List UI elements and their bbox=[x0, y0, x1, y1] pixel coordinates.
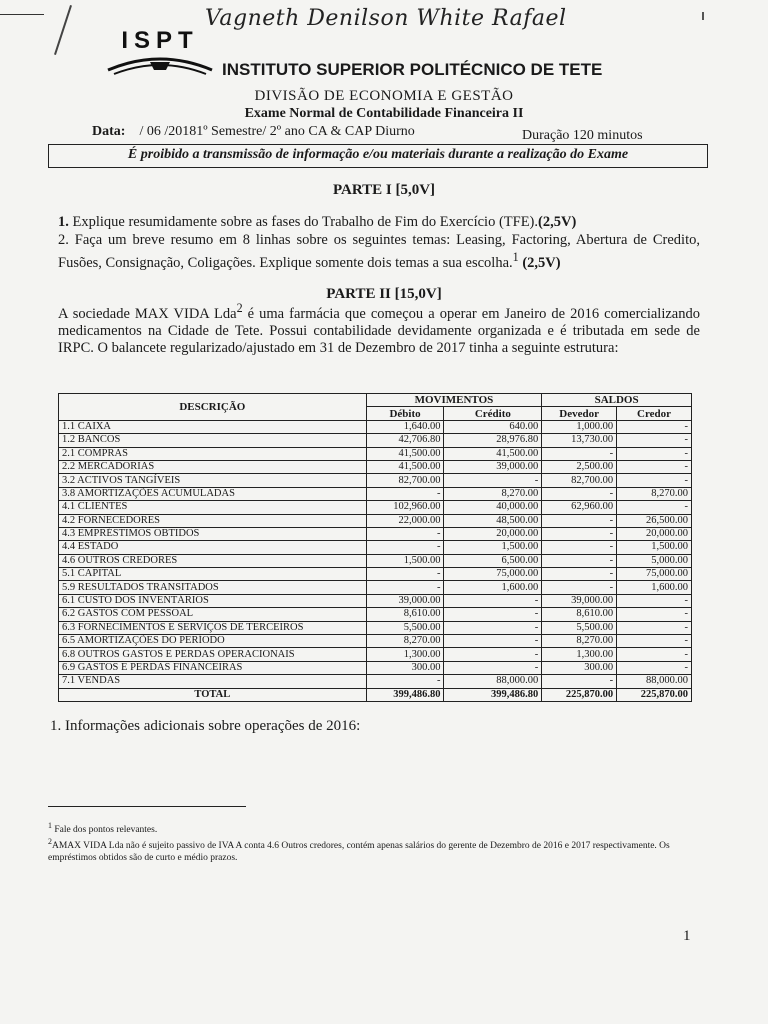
corner-mark bbox=[54, 5, 72, 55]
table-row bbox=[59, 594, 692, 607]
amount-cell: 28,976.80 bbox=[444, 434, 542, 447]
prohibition-banner: É proibido a transmissão de informação e/ou materiais durante a realização do Exame bbox=[48, 144, 708, 168]
account-cell: 6.1 CUSTO DOS INVENTÁRIOS bbox=[59, 594, 367, 607]
amount-cell: 40,000.00 bbox=[444, 501, 542, 514]
amount-cell: - bbox=[444, 635, 542, 648]
amount-cell: - bbox=[542, 487, 617, 500]
amount-cell: 1,000.00 bbox=[542, 420, 617, 433]
part1-title: PARTE I [5,0V] bbox=[332, 182, 436, 198]
amount-cell: 2,500.00 bbox=[542, 460, 617, 473]
amount-cell: 5,000.00 bbox=[617, 554, 692, 567]
account-cell: 6.9 GASTOS E PERDAS FINANCEIRAS bbox=[59, 661, 367, 674]
account-cell: 6.5 AMORTIZAÇÕES DO PERÍODO bbox=[59, 635, 367, 648]
amount-cell: - bbox=[366, 675, 444, 688]
amount-cell: 41,500.00 bbox=[444, 447, 542, 460]
amount-cell: 20,000.00 bbox=[617, 527, 692, 540]
amount-cell: - bbox=[617, 501, 692, 514]
account-cell: 7.1 VENDAS bbox=[59, 675, 367, 688]
amount-cell: 82,700.00 bbox=[542, 474, 617, 487]
amount-cell: 225,870.00 bbox=[617, 688, 692, 701]
amount-cell: - bbox=[617, 648, 692, 661]
header-debito: Débito bbox=[366, 407, 444, 420]
account-cell: 5.9 RESULTADOS TRANSITADOS bbox=[59, 581, 367, 594]
amount-cell: - bbox=[542, 675, 617, 688]
table-row bbox=[59, 675, 692, 688]
amount-cell: 8,270.00 bbox=[444, 487, 542, 500]
footnote-mark: 2 bbox=[48, 837, 52, 846]
amount-cell: 1,500.00 bbox=[617, 541, 692, 554]
header-devedor: Devedor bbox=[542, 407, 617, 420]
q2-points: (2,5V) bbox=[522, 254, 561, 271]
amount-cell: 26,500.00 bbox=[617, 514, 692, 527]
q1-points: (2,5V) bbox=[538, 214, 577, 230]
amount-cell: 42,706.80 bbox=[366, 434, 444, 447]
amount-cell: 20,000.00 bbox=[444, 527, 542, 540]
account-cell: 6.3 FORNECIMENTOS E SERVIÇOS DE TERCEIROS bbox=[59, 621, 367, 634]
date-value: / 06 /20181º Semestre/ 2º ano CA & CAP Diurno bbox=[139, 124, 415, 139]
amount-cell: - bbox=[617, 447, 692, 460]
part2-title: PARTE II [15,0V] bbox=[326, 286, 442, 302]
amount-cell: 8,270.00 bbox=[366, 635, 444, 648]
q1-number: 1. bbox=[58, 214, 69, 230]
amount-cell: - bbox=[444, 474, 542, 487]
amount-cell: 39,000.00 bbox=[444, 460, 542, 473]
ispt-logo bbox=[100, 18, 220, 78]
exam-duration: Duração 120 minutos bbox=[522, 128, 643, 143]
account-cell: 4.6 OUTROS CREDORES bbox=[59, 554, 367, 567]
amount-cell: 39,000.00 bbox=[366, 594, 444, 607]
footnote-divider bbox=[48, 806, 246, 807]
header-saldos: SALDOS bbox=[542, 394, 692, 407]
amount-cell: 6,500.00 bbox=[444, 554, 542, 567]
amount-cell: - bbox=[444, 648, 542, 661]
table-row bbox=[59, 514, 692, 527]
account-cell: 6.2 GASTOS COM PESSOAL bbox=[59, 608, 367, 621]
amount-cell: 22,000.00 bbox=[366, 514, 444, 527]
amount-cell: 1,300.00 bbox=[542, 648, 617, 661]
total-label: TOTAL bbox=[59, 688, 367, 701]
amount-cell: 8,610.00 bbox=[542, 608, 617, 621]
q1-text: Explique resumidamente sobre as fases do Trabalho de Fim do Exercício (TFE). bbox=[68, 214, 539, 230]
amount-cell: - bbox=[542, 447, 617, 460]
amount-cell: - bbox=[617, 420, 692, 433]
amount-cell: 8,270.00 bbox=[617, 487, 692, 500]
account-cell: 4.1 CLIENTES bbox=[59, 501, 367, 514]
footnote-text: AMAX VIDA Lda não é sujeito passivo de IVA A conta 4.6 Outros credores, contém apenas salários do gerente de Dezembro de 2016 e 2017 respectivamente. Os empréstimos obtidos são de curto e médio prazos. bbox=[48, 841, 670, 864]
table-row bbox=[59, 581, 692, 594]
amount-cell: - bbox=[542, 568, 617, 581]
account-cell: 5.1 CAPITAL bbox=[59, 568, 367, 581]
amount-cell: 300.00 bbox=[366, 661, 444, 674]
amount-cell: 1,300.00 bbox=[366, 648, 444, 661]
division-name: DIVISÃO DE ECONOMIA E GESTÃO bbox=[254, 88, 514, 104]
account-cell: 3.2 ACTIVOS TANGÍVEIS bbox=[59, 474, 367, 487]
amount-cell: 300.00 bbox=[542, 661, 617, 674]
date-line bbox=[92, 124, 415, 140]
amount-cell: 41,500.00 bbox=[366, 447, 444, 460]
amount-cell: - bbox=[617, 608, 692, 621]
intro-footnote-ref: 2 bbox=[236, 301, 243, 315]
account-cell: 4.2 FORNECEDORES bbox=[59, 514, 367, 527]
table-row bbox=[59, 554, 692, 567]
amount-cell: - bbox=[542, 514, 617, 527]
amount-cell: - bbox=[444, 594, 542, 607]
amount-cell: - bbox=[617, 474, 692, 487]
account-cell: 1.1 CAIXA bbox=[59, 420, 367, 433]
amount-cell: 1,600.00 bbox=[444, 581, 542, 594]
account-cell: 2.2 MERCADORIAS bbox=[59, 460, 367, 473]
amount-cell: 225,870.00 bbox=[542, 688, 617, 701]
header-credito: Crédito bbox=[444, 407, 542, 420]
account-cell: 6.8 OUTROS GASTOS E PERDAS OPERACIONAIS bbox=[59, 648, 367, 661]
amount-cell: - bbox=[444, 608, 542, 621]
amount-cell: - bbox=[542, 541, 617, 554]
table-row bbox=[59, 661, 692, 674]
corner-mark bbox=[0, 14, 44, 15]
intro-text: é uma farmácia que começou a operar em Janeiro de 2016 comercializando medicamentos na Cidade de Tete. Possui contabilidade devidamente organizada e é tributada em sede de IRPC. O balancete regularizado/ajustado em 31 de Dezembro de 2017 tinha a seguinte estrutura: bbox=[58, 305, 700, 356]
amount-cell: 102,960.00 bbox=[366, 501, 444, 514]
table-row bbox=[59, 635, 692, 648]
account-cell: 4.4 ESTADO bbox=[59, 541, 367, 554]
amount-cell: - bbox=[617, 621, 692, 634]
footnote-1 bbox=[48, 820, 708, 836]
question-1 bbox=[58, 214, 700, 231]
amount-cell: 88,000.00 bbox=[617, 675, 692, 688]
amount-cell: 13,730.00 bbox=[542, 434, 617, 447]
amount-cell: 82,700.00 bbox=[366, 474, 444, 487]
amount-cell: 399,486.80 bbox=[444, 688, 542, 701]
intro-text: A sociedade MAX VIDA Lda bbox=[58, 305, 237, 322]
amount-cell: 48,500.00 bbox=[444, 514, 542, 527]
table-row bbox=[59, 568, 692, 581]
amount-cell: 1,640.00 bbox=[366, 420, 444, 433]
q2-text: 2. Faça um breve resumo em 8 linhas sobre os seguintes temas: Leasing, Factoring, Abertura de Credito, Fusões, Consignação, Coligações. Explique somente dois temas a sua escolha. bbox=[58, 232, 700, 271]
amount-cell: - bbox=[366, 527, 444, 540]
amount-cell: 8,610.00 bbox=[366, 608, 444, 621]
amount-cell: - bbox=[366, 581, 444, 594]
amount-cell: 62,960.00 bbox=[542, 501, 617, 514]
question-2 bbox=[58, 232, 700, 272]
table-row bbox=[59, 447, 692, 460]
amount-cell: 39,000.00 bbox=[542, 594, 617, 607]
amount-cell: 1,500.00 bbox=[366, 554, 444, 567]
table-row bbox=[59, 527, 692, 540]
table-row bbox=[59, 608, 692, 621]
trial-balance-table bbox=[58, 393, 692, 702]
amount-cell: - bbox=[444, 661, 542, 674]
amount-cell: - bbox=[444, 621, 542, 634]
logo-text: ISPT bbox=[121, 27, 199, 54]
amount-cell: 5,500.00 bbox=[366, 621, 444, 634]
table-row bbox=[59, 420, 692, 433]
table-row bbox=[59, 460, 692, 473]
table-row bbox=[59, 501, 692, 514]
amount-cell: 1,500.00 bbox=[444, 541, 542, 554]
exam-title: Exame Normal de Contabilidade Financeira II bbox=[244, 106, 524, 121]
footnote-text: Fale dos pontos relevantes. bbox=[51, 825, 158, 836]
table-row bbox=[59, 474, 692, 487]
table-row bbox=[59, 648, 692, 661]
corner-mark bbox=[702, 12, 704, 20]
part2-intro bbox=[58, 300, 700, 357]
amount-cell: 640.00 bbox=[444, 420, 542, 433]
amount-cell: - bbox=[617, 434, 692, 447]
amount-cell: 399,486.80 bbox=[366, 688, 444, 701]
amount-cell: 8,270.00 bbox=[542, 635, 617, 648]
amount-cell: 75,000.00 bbox=[617, 568, 692, 581]
account-cell: 1.2 BANCOS bbox=[59, 434, 367, 447]
amount-cell: - bbox=[617, 661, 692, 674]
amount-cell: - bbox=[617, 594, 692, 607]
amount-cell: - bbox=[542, 581, 617, 594]
amount-cell: - bbox=[366, 568, 444, 581]
header-movimentos: MOVIMENTOS bbox=[366, 394, 542, 407]
handwritten-student-name: Vagneth Denilson White Rafael bbox=[205, 6, 567, 31]
header-descricao: DESCRIÇÃO bbox=[59, 394, 367, 421]
table-row bbox=[59, 541, 692, 554]
amount-cell: 88,000.00 bbox=[444, 675, 542, 688]
account-cell: 2.1 COMPRAS bbox=[59, 447, 367, 460]
amount-cell: - bbox=[617, 635, 692, 648]
footnote-2 bbox=[48, 836, 708, 864]
account-cell: 3.8 AMORTIZAÇÕES ACUMULADAS bbox=[59, 487, 367, 500]
amount-cell: 5,500.00 bbox=[542, 621, 617, 634]
table-total-row bbox=[59, 688, 692, 701]
account-cell: 4.3 EMPRÉSTIMOS OBTIDOS bbox=[59, 527, 367, 540]
footnote-mark: 1 bbox=[48, 821, 52, 830]
page-number: 1 bbox=[683, 928, 691, 944]
table-row bbox=[59, 621, 692, 634]
table-body bbox=[59, 420, 692, 701]
header-credor: Credor bbox=[617, 407, 692, 420]
amount-cell: 75,000.00 bbox=[444, 568, 542, 581]
table-row bbox=[59, 434, 692, 447]
amount-cell: - bbox=[542, 527, 617, 540]
amount-cell: - bbox=[366, 487, 444, 500]
table-row bbox=[59, 487, 692, 500]
amount-cell: - bbox=[617, 460, 692, 473]
additional-info-heading: 1. Informações adicionais sobre operações de 2016: bbox=[50, 718, 361, 734]
amount-cell: - bbox=[542, 554, 617, 567]
amount-cell: 1,600.00 bbox=[617, 581, 692, 594]
institute-name: INSTITUTO SUPERIOR POLITÉCNICO DE TETE bbox=[222, 60, 603, 79]
amount-cell: 41,500.00 bbox=[366, 460, 444, 473]
q2-footnote-ref: 1 bbox=[512, 250, 519, 264]
date-label: Data: bbox=[92, 124, 126, 139]
amount-cell: - bbox=[366, 541, 444, 554]
